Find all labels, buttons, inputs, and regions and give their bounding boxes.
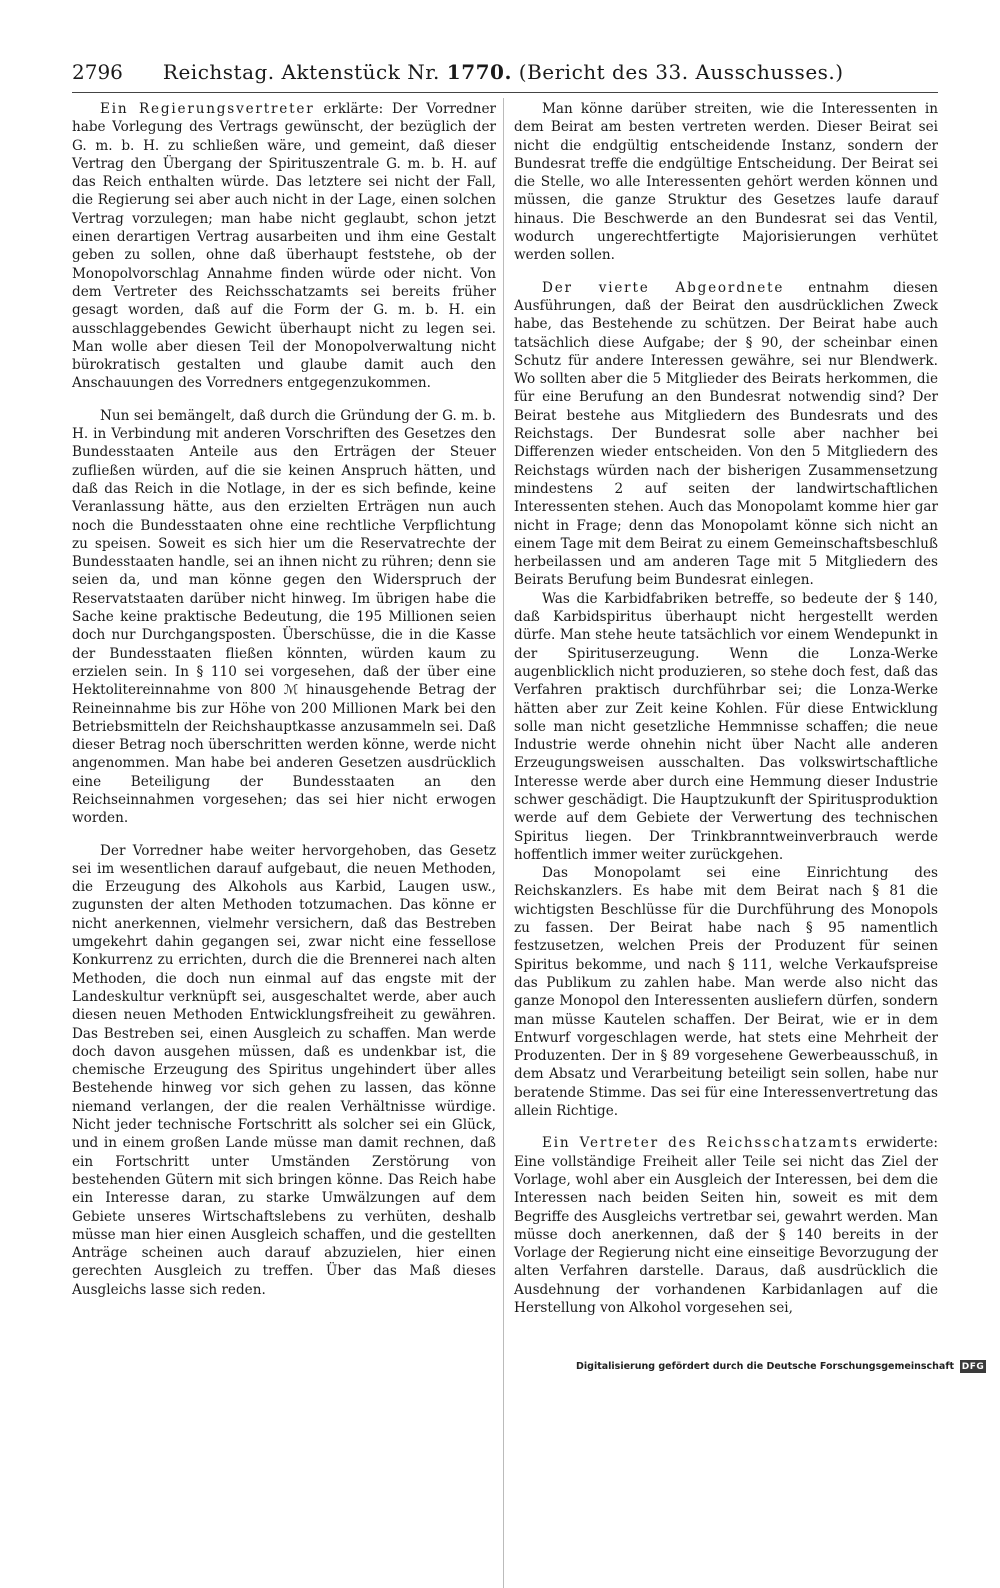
column-divider: [503, 98, 504, 1588]
paragraph-text: erwiderte: Eine vollständige Freiheit aller Teile sei nicht das Ziel der Vorlage, wohl aber ein Ausgleich der Interessen, bei dem die Interessen nach beiden Seiten hin, soweit es mit dem Begriffe des Ausgleichs vertretbar sei, gewahrt werden. Man müsse doch anerkennen, daß der § 140 bereits in der Vorlage der Regierung nicht eine einseitige Bevorzugung der alten Verfahren darstelle. Daraus, daß ausdrücklich die Ausdehnung der vorhandenen Karbidanlagen auf die Herstellung von Alkohol vorgesehen sei,: [514, 1135, 939, 1316]
paragraph-text: Man könne darüber streiten, wie die Interessenten in dem Beirat am besten vertreten werden. Dieser Beirat sei nicht die endgültig entscheidende Instanz, sondern der Bundesrat treffe die endgültige Entscheidung. Der Beirat sei die Stelle, wo alle Interessenten gehört werden können und müssen, die ganze Struktur des Gesetzes laufe darauf hinaus. Die Beschwerde an den Bundesrat sei das Ventil, wodurch ungerechtfertigte Majorisierungen verhütet werden sollen.: [514, 101, 938, 264]
paragraph: [72, 100, 496, 393]
right-column: [514, 100, 938, 1317]
paragraph-text: erklärte: Der Vorredner habe Vorlegung des Vertrags gewünscht, der bezüglich der G. m. b. H. zu schließen wäre, und gemeint, daß dieser Vertrag den Übergang der Spirituszentrale G. m. b. H. auf das Reich enthalten würde. Das letztere sei nicht der Fall, die Regierung sei aber auch nicht in der Lage, einen solchen Vertrag vorzulegen; man habe nicht geglaubt, schon jetzt einen derartigen Vertrag ausarbeiten und ihm eine Gestalt geben zu sollen, ohne daß überhaupt feststehe, ob der Monopolvorschlag Annahme finden würde oder nicht. Von dem Vertreter des Reichsschatzamts sei bereits früher gesagt worden, daß auf die Form der G. m. b. H. ein ausschlaggebendes Gewicht überhaupt nicht zu legen sei. Man wolle aber diesen Teil der Monopolverwaltung nicht bürokratisch gestalten und glaube damit auch den Anschauungen des Vorredners entgegenzukommen.: [72, 101, 496, 392]
paragraph: [514, 590, 938, 864]
running-title-text: Reichstag. Aktenstück Nr.: [162, 60, 440, 84]
paragraph: [514, 1134, 938, 1317]
left-column: [72, 100, 496, 1313]
header-rule: [72, 92, 938, 93]
paragraph-text: Nun sei bemängelt, daß durch die Gründung der G. m. b. H. in Verbindung mit anderen Vorschriften des Gesetzes den Bundesstaaten Anteile aus den Erträgen der Steuer zufließen würden, auf die sie keinen Anspruch hätten, und daß das Reich in die Notlage, in der es sich befinde, keine Veranlassung hätte, aus den erzielten Erträgen nun auch noch die Bundesstaaten ohne eine rechtliche Verpflichtung zu speisen. Soweit es sich hier um die Reservatrechte der Bundesstaaten handle, sei an ihnen nicht zu rühren; denn sie seien da, und man könne gegen den Widerspruch der Reservatstaaten darüber nicht hinweg. Im übrigen habe die Sache keine praktische Bedeutung, die 195 Millionen seien doch nur Durchgangsposten. Überschüsse, die in die Kasse der Bundesstaaten fließen könnten, würden kaum zu erzielen sein. In § 110 sei vorgesehen, daß der über eine Hektolitereinnahme von 800 ℳ hinausgehende Betrag der Reineinnahme bis zur Höhe von 200 Millionen Mark bei den Betriebsmitteln der Reichshauptkasse anzusammeln sei. Daß dieser Betrag noch überschritten werden könne, werde nicht angenommen. Man habe bei anderen Gesetzen ausdrücklich eine Beteiligung der Bundesstaaten an den Reichseinnahmen vorgesehen; das sei hier nicht erwogen worden.: [72, 407, 496, 827]
paragraph-text: Der Vorredner habe weiter hervorgehoben, das Gesetz sei im wesentlichen darauf aufgebaut, die neuen Methoden, die Erzeugung des Alkohols aus Karbid, Laugen usw., zugunsten der alten Methoden totzumachen. Das könne er nicht anerkennen, vielmehr versichern, daß das Bestreben umgekehrt dahin gegangen sei, zwar nicht eine fessellose Konkurrenz zu errichten, durch die die Brennerei nach alten Methoden, die doch nun einmal auf das engste mit der Landeskultur verknüpft sei, ausgeschaltet werde, aber auch diesen neuen Methoden Entwicklungsfreiheit zu gewähren. Das Bestreben sei, einen Ausgleich zu schaffen. Man werde doch davon ausgehen müssen, daß es undenkbar ist, die chemische Erzeugung des Spiritus ungehindert über alles Bestehende hinweg vor sich gehen zu lassen, das könne niemand verlangen, der die realen Verhältnisse würdige. Nicht jeder technische Fortschritt als solcher sei ein Glück, und in einem großen Lande müsse man damit rechnen, daß ein Fortschritt unter Umständen Zerstörung von bestehenden Gütern mit sich bringen könne. Das Reich habe ein Interesse daran, zu starke Umwälzungen auf dem Gebiete unseres Wirtschaftslebens zu verhüten, deshalb müsse man hier einen Ausgleich schaffen, und die gestellten Anträge scheinen auch darauf abzuzielen, hier einen gerechten Ausgleich zu treffen. Über das Maß dieses Ausgleichs lasse sich reden.: [72, 842, 496, 1298]
document-number: 1770.: [446, 60, 512, 84]
page-header: [72, 60, 938, 90]
dfg-logo: DFG: [961, 1361, 985, 1372]
paragraph: [514, 100, 938, 265]
paragraph: [72, 407, 496, 828]
paragraph: [72, 842, 496, 1299]
running-subtitle: (Bericht des 33. Ausschusses.): [518, 60, 844, 84]
footer-credit: Digitalisierung gefördert durch die Deutsche Forschungsgemeinschaft: [576, 1361, 954, 1372]
speaker-lead: Der vierte Abgeordnete: [542, 279, 785, 296]
paragraph: [514, 279, 938, 590]
footer: [576, 1360, 986, 1373]
paragraph: [514, 864, 938, 1120]
paragraph-text: Was die Karbidfabriken betreffe, so bedeute der § 140, daß Karbidspiritus überhaupt nicht hergestellt werden dürfe. Man stehe heute tatsächlich vor einem Wendepunkt in der Spirituserzeugung. Wenn die Lonza-Werke augenblicklich nicht produzieren, so stehe doch fest, daß das Verfahren praktisch durchführbar sei; die Lonza-Werke hätten aber zur Zeit keine Kohlen. Für diese Entwicklung solle man nicht gesetzliche Hemmnisse schaffen; die neue Industrie werde ohnehin nicht über Nacht alle anderen Erzeugungsweisen ausschalten. Das volkswirtschaftliche Interesse werde aber durch eine Hemmung dieser Industrie schwer geschädigt. Die Hauptzukunft der Spiritusproduktion werde auf dem Gebiete der Verwertung des technischen Spiritus liegen. Der Trinkbranntweinverbrauch werde hoffentlich immer weiter zurückgehen.: [514, 590, 938, 863]
speaker-lead: Ein Vertreter des Reichsschatzamts: [542, 1135, 859, 1152]
page-number: 2796: [72, 60, 123, 84]
paragraph-text: Das Monopolamt sei eine Einrichtung des Reichskanzlers. Es habe mit dem Beirat nach § 81 die wichtigsten Beschlüsse für die Durchführung des Monopols zu fassen. Der Beirat habe nach § 95 namentlich festzusetzen, welchen Preis der Produzent für seinen Spiritus bekomme, und nach § 111, welche Verkaufspreise das Publikum zu zahlen habe. Man werde also nicht das ganze Monopol den Interessenten ausliefern dürfen, sondern man müsse Kautelen schaffen. Der Beirat, wie er in dem Entwurf vorgeschlagen werde, hat stets eine Mehrheit der Produzenten. Der in § 89 vorgesehene Gewerbeausschuß, in dem Absatz und Verarbeitung beteiligt sein sollen, habe nur beratende Stimme. Das sei für eine Interessenvertretung das allein Richtige.: [514, 865, 938, 1120]
running-title: [163, 60, 844, 84]
paragraph-text: entnahm diesen Ausführungen, daß der Beirat den ausdrücklichen Zweck habe, das Bestehende zu schützen. Der Beirat habe auch tatsächlich diese Aufgabe; der § 90, der scheinbar einen Schutz für andere Interessen gewähre, sei nur Blendwerk. Wo sollten aber die 5 Mitglieder des Beirats herkommen, die für eine Berufung an den Bundesrat notwendig sind? Der Beirat bestehe aus Mitgliedern des Bundesrats und des Reichstags. Der Bundesrat solle aber nachher bei Differenzen wieder entscheiden. Von den 5 Mitgliedern des Reichstags würden nach der bisherigen Zusammensetzung mindestens 2 auf seiten der landwirtschaftlichen Interessenten stehen. Auch das Monopolamt komme hier gar nicht in Frage; denn das Monopolamt könne sich nicht an einem Tage mit dem Beirat zu einem Gemeinschaftsbeschluß herbeilassen und am anderen Tage mit 5 Mitgliedern des Beirats Berufung beim Bundesrat einlegen.: [514, 279, 938, 589]
speaker-lead: Ein Regierungsvertreter: [100, 101, 315, 117]
